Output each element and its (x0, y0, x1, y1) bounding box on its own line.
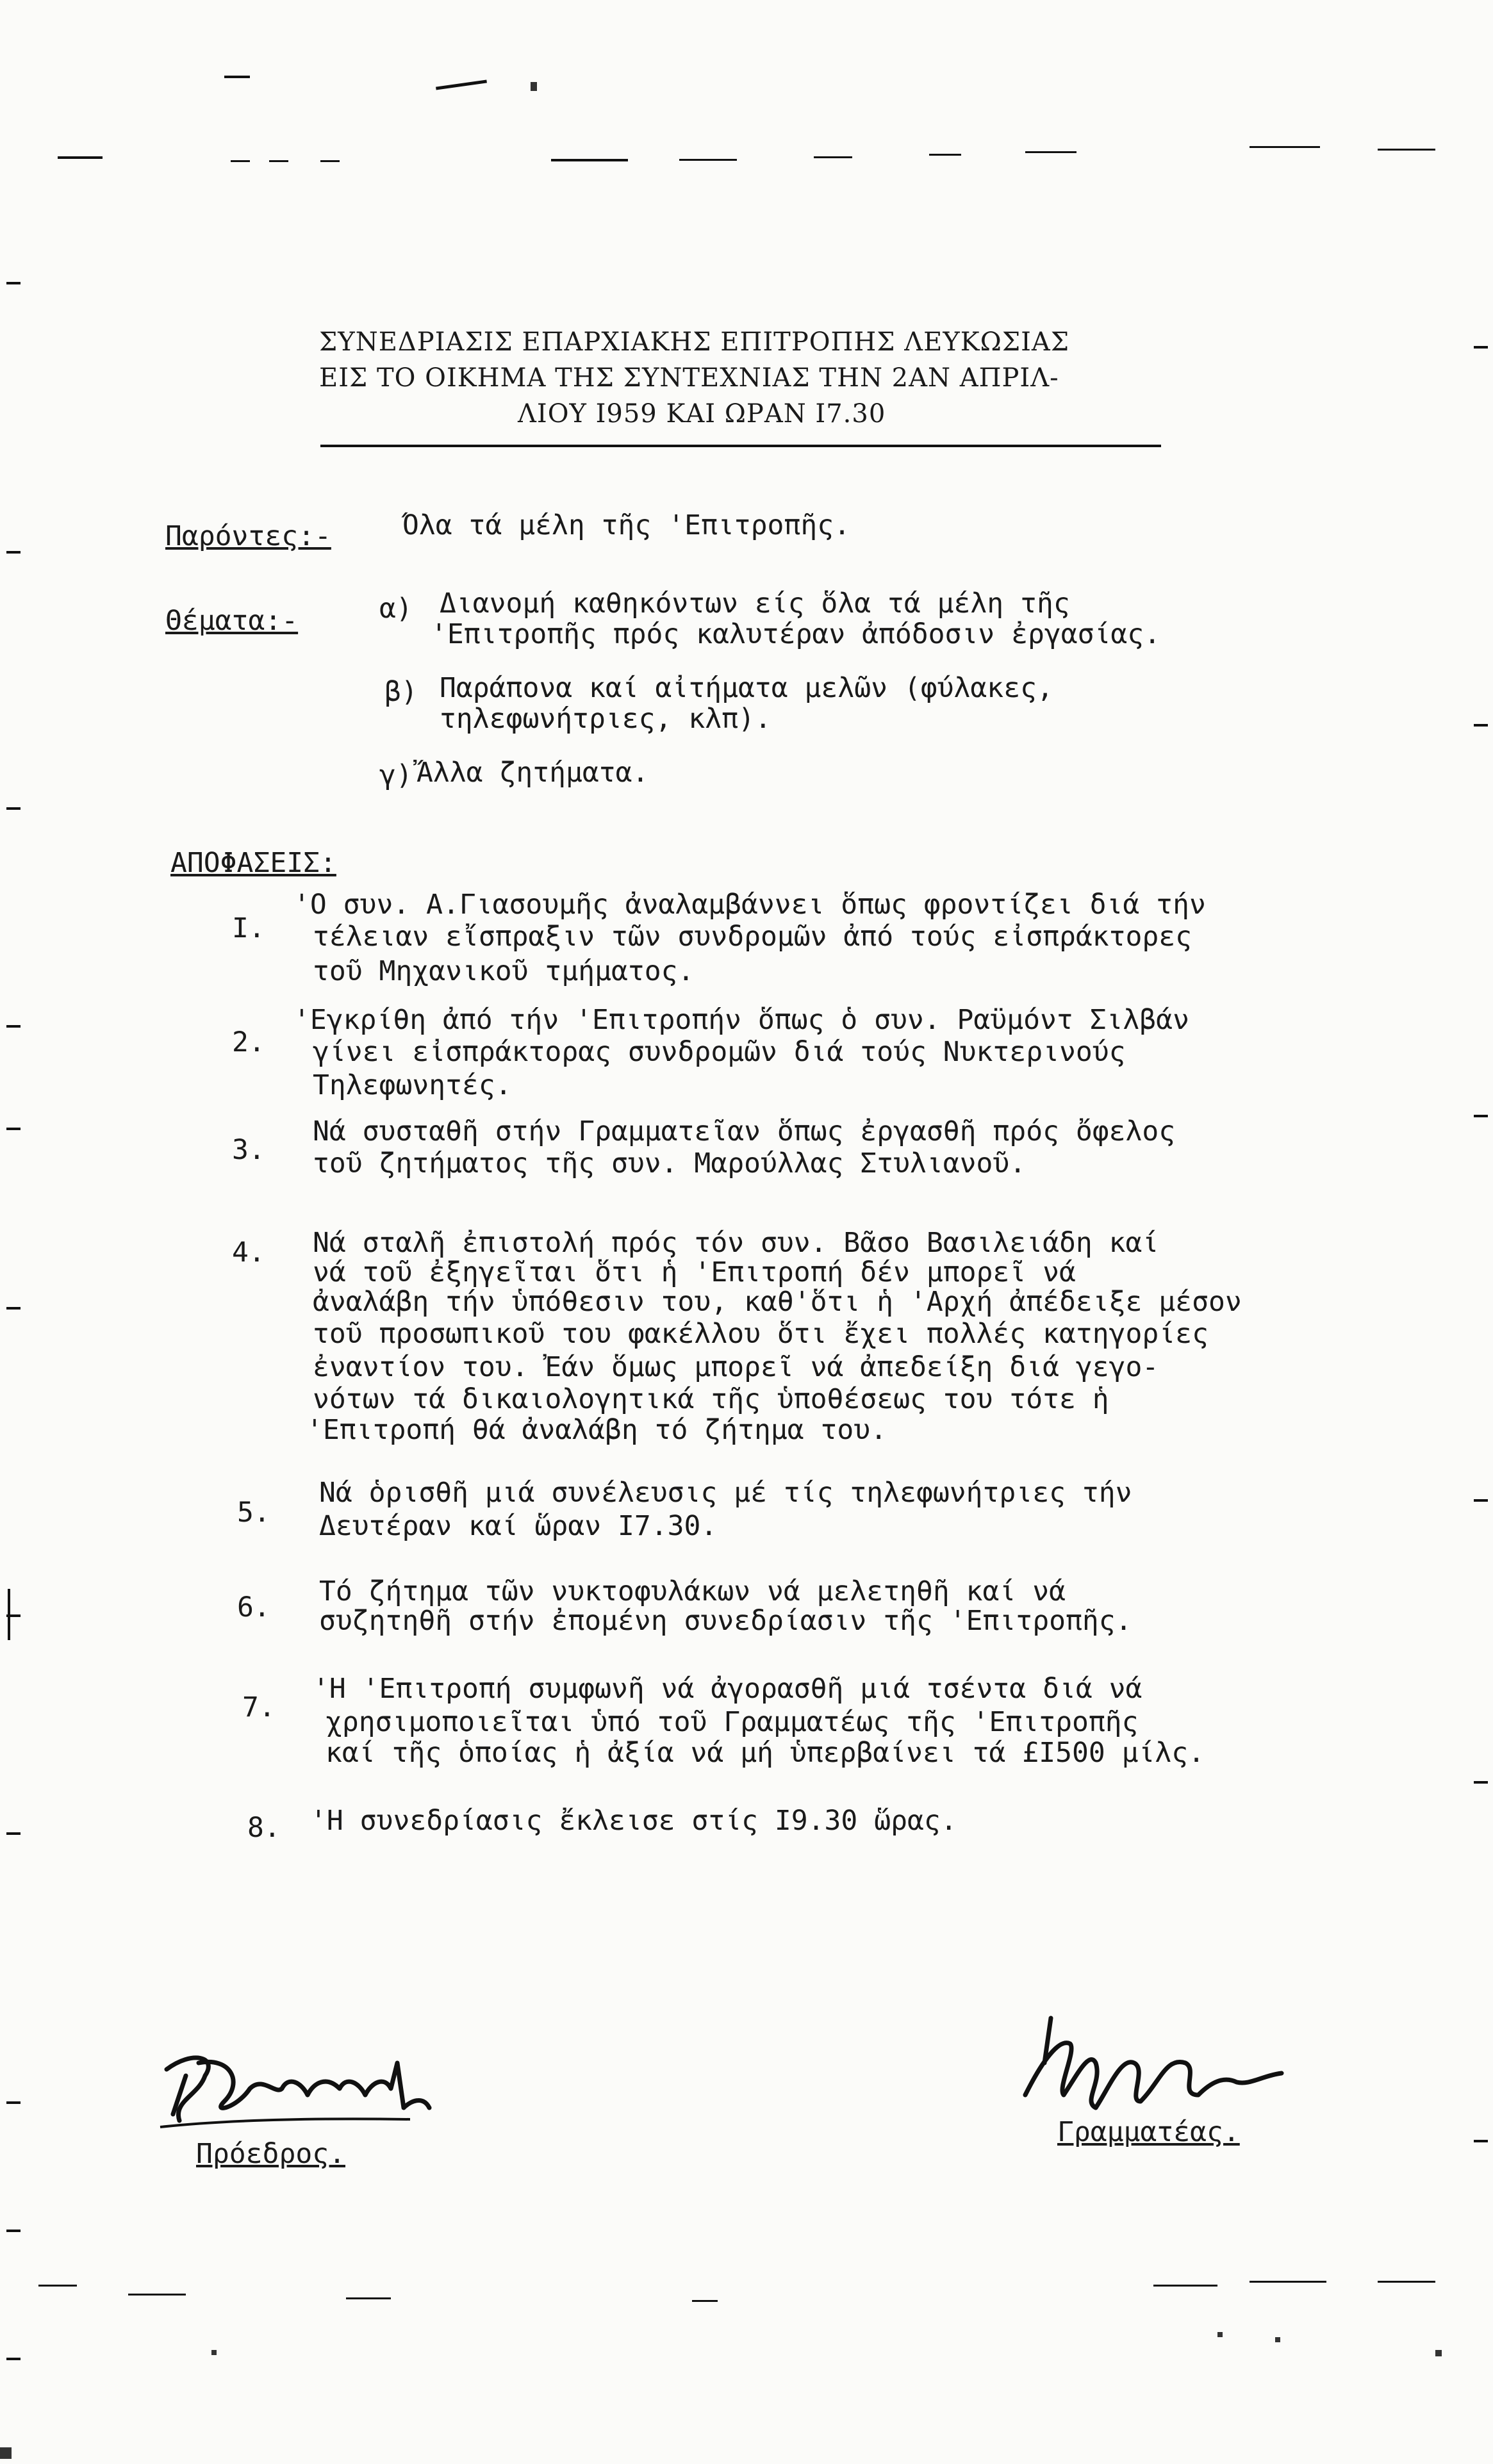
scan-mark (814, 156, 852, 158)
present-value: Όλα τά μέλη τῆς 'Επιτροπῆς. (402, 509, 850, 541)
present-label: Παρόντες:- (165, 520, 331, 552)
scan-mark (6, 2358, 21, 2360)
scan-mark (128, 2294, 186, 2296)
topic-line: Ἄλλα ζητήματα. (417, 757, 649, 789)
decision-line: γίνει εἰσπράκτορας συνδρομῶν διά τούς Νυκτερινούς (313, 1036, 1126, 1068)
decision-line: νότων τά δικαιολογητικά τῆς ὑποθέσεως του τότε ἡ (313, 1383, 1109, 1415)
decision-line: Νά συσταθῆ στήν Γραμματεῖαν ὅπως ἐργασθῆ πρός ὄφελος (313, 1115, 1176, 1147)
decision-line: 'Η συνεδρίασις ἔκλεισε στίς I9.30 ὥρας. (310, 1805, 957, 1837)
scan-mark (6, 807, 21, 810)
topic-marker: α) (379, 593, 413, 625)
scan-mark (6, 1128, 21, 1130)
scan-mark (1275, 2337, 1280, 2342)
scan-mark (58, 156, 103, 159)
scan-mark (1250, 2281, 1326, 2283)
decision-line: Νά ὁρισθῆ μιά συνέλευσις μέ τίς τηλεφωνήτριες τήν (319, 1477, 1132, 1509)
secretary-label: Γραμματέας. (1057, 2116, 1240, 2148)
scan-mark (211, 2350, 217, 2355)
scan-mark (6, 2230, 21, 2232)
decision-line: Δευτέραν καί ὥραν I7.30. (319, 1510, 718, 1542)
decision-number: 7. (242, 1691, 276, 1723)
decision-line: 'Ο συν. Α.Γιασουμῆς ἀναλαμβάννει ὅπως φροντίζει διά τήν (293, 889, 1206, 921)
decision-number: 6. (237, 1591, 270, 1623)
scan-mark (231, 160, 250, 162)
scan-mark (436, 79, 487, 90)
scan-mark (1378, 149, 1435, 151)
decision-number: 5. (237, 1497, 270, 1529)
decision-line: 'Εγκρίθη ἀπό τήν 'Επιτροπήν ὅπως ὁ συν. Ραϋμόντ Σιλβάν (293, 1004, 1189, 1036)
topic-marker: β) (384, 676, 418, 708)
scan-mark (6, 551, 21, 554)
scan-mark (1474, 2140, 1488, 2142)
decision-line: Τηλεφωνητές. (313, 1069, 512, 1101)
scan-mark (1474, 346, 1488, 349)
decision-line: τοῦ ζητήματος τῆς συν. Μαρούλλας Στυλιανοῦ. (313, 1147, 1027, 1179)
decision-line: τοῦ Μηχανικοῦ τμήματος. (313, 955, 695, 987)
decision-line: Νά σταλῆ ἐπιστολή πρός τόν συν. Βᾶσο Βασιλειάδη καί (313, 1227, 1159, 1259)
scan-mark (6, 282, 21, 284)
decision-number: 8. (247, 1812, 281, 1844)
scan-mark (1435, 2350, 1442, 2356)
title-underline (320, 445, 1161, 447)
chairman-signature (154, 2037, 436, 2133)
scan-mark (1217, 2332, 1223, 2337)
scan-mark (6, 1307, 21, 1310)
scan-mark (6, 1832, 21, 1835)
topics-label: Θέματα:- (165, 605, 299, 637)
decision-line: 'Η 'Επιτροπή συμφωνῆ νά ἀγορασθῆ μιά τσέντα διά νά (313, 1673, 1142, 1705)
scan-mark (929, 154, 961, 156)
scan-mark (1153, 2285, 1217, 2287)
scan-mark (269, 160, 288, 162)
scan-mark (6, 2101, 21, 2104)
topic-line: Παράπονα καί αἰτήματα μελῶν (φύλακες, (440, 672, 1053, 704)
scan-mark (346, 2297, 391, 2299)
scan-mark (0, 2447, 12, 2459)
topic-line: 'Επιτροπῆς πρός καλυτέραν ἀπόδοσιν ἐργασίας. (431, 618, 1161, 650)
decision-line: 'Επιτροπή θά ἀναλάβη τό ζήτημα του. (306, 1414, 887, 1446)
decision-line: τοῦ προσωπικοῦ του φακέλλου ὅτι ἔχει πολλές κατηγορίες (313, 1318, 1208, 1350)
scan-mark (1474, 1115, 1488, 1117)
scan-mark (8, 1589, 10, 1640)
decision-number: 3. (232, 1134, 265, 1166)
decision-number: 2. (232, 1026, 265, 1058)
scan-mark (1250, 146, 1320, 148)
chairman-label: Πρόεδρος. (196, 2138, 345, 2170)
scan-mark (692, 2300, 718, 2302)
topic-line: Διανομή καθηκόντων είς ὅλα τά μέλη τῆς (440, 587, 1070, 620)
scan-mark (224, 76, 250, 78)
decision-line: νά τοῦ ἐξηγεῖται ὅτι ἡ 'Επιτροπή δέν μπορεῖ νά (313, 1256, 1076, 1288)
scan-mark (38, 2285, 77, 2287)
decision-line: τέλειαν εἴσπραξιν τῶν συνδρομῶν ἀπό τούς εἰσπράκτορες (313, 921, 1192, 953)
secretary-signature (1012, 2012, 1294, 2121)
scan-mark (679, 159, 737, 161)
decision-line: Τό ζήτημα τῶν νυκτοφυλάκων νά μελετηθῆ καί νά (319, 1575, 1066, 1607)
decision-line: καί τῆς ὁποίας ἡ ἀξία νά μή ὑπερβαίνει τά £I500 μίλς. (326, 1737, 1205, 1769)
decision-number: I. (232, 912, 265, 944)
scan-mark (320, 160, 340, 162)
decision-line: ἐναντίον του. Ἐάν ὅμως μπορεῖ νά ἀπεδείξη διά γεγο- (313, 1351, 1159, 1383)
title-line-2: ΕΙΣ ΤΟ ΟΙΚΗΜΑ ΤΗΣ ΣΥΝΤΕΧΝΙΑΣ ΤΗΝ 2ΑΝ ΑΠΡΙΛ- (319, 363, 1059, 393)
title-line-3: ΛΙΟΥ I959 ΚΑΙ ΩΡΑΝ I7.30 (518, 399, 886, 429)
scan-mark (1474, 1781, 1488, 1784)
scan-mark (1025, 151, 1076, 153)
decision-number: 4. (232, 1236, 265, 1269)
scan-mark (1474, 724, 1488, 727)
decision-line: χρησιμοποιεῖται ὑπό τοῦ Γραμματέως τῆς 'Επιτροπῆς (326, 1706, 1139, 1738)
scan-mark (6, 1025, 21, 1028)
scan-mark (551, 159, 628, 161)
decision-line: ἀναλάβη τήν ὑπόθεσιν του, καθ'ὅτι ἡ 'Αρχή ἀπέδειξε μέσον (313, 1286, 1242, 1318)
title-line-1: ΣΥΝΕΔΡΙΑΣΙΣ ΕΠΑΡΧΙΑΚΗΣ ΕΠΙΤΡΟΠΗΣ ΛΕΥΚΩΣΙΑΣ (319, 327, 1070, 357)
scan-mark (1378, 2281, 1435, 2283)
decisions-heading: ΑΠΟΦΑΣΕΙΣ: (170, 847, 336, 879)
scan-mark (1474, 1499, 1488, 1502)
decision-line: συζητηθῆ στήν ἐπομένη συνεδρίασιν τῆς 'Επιτροπῆς. (319, 1605, 1132, 1637)
scan-mark (531, 82, 537, 91)
topic-marker: γ) (379, 759, 413, 791)
topic-line: τηλεφωνήτριες, κλπ). (440, 703, 771, 735)
